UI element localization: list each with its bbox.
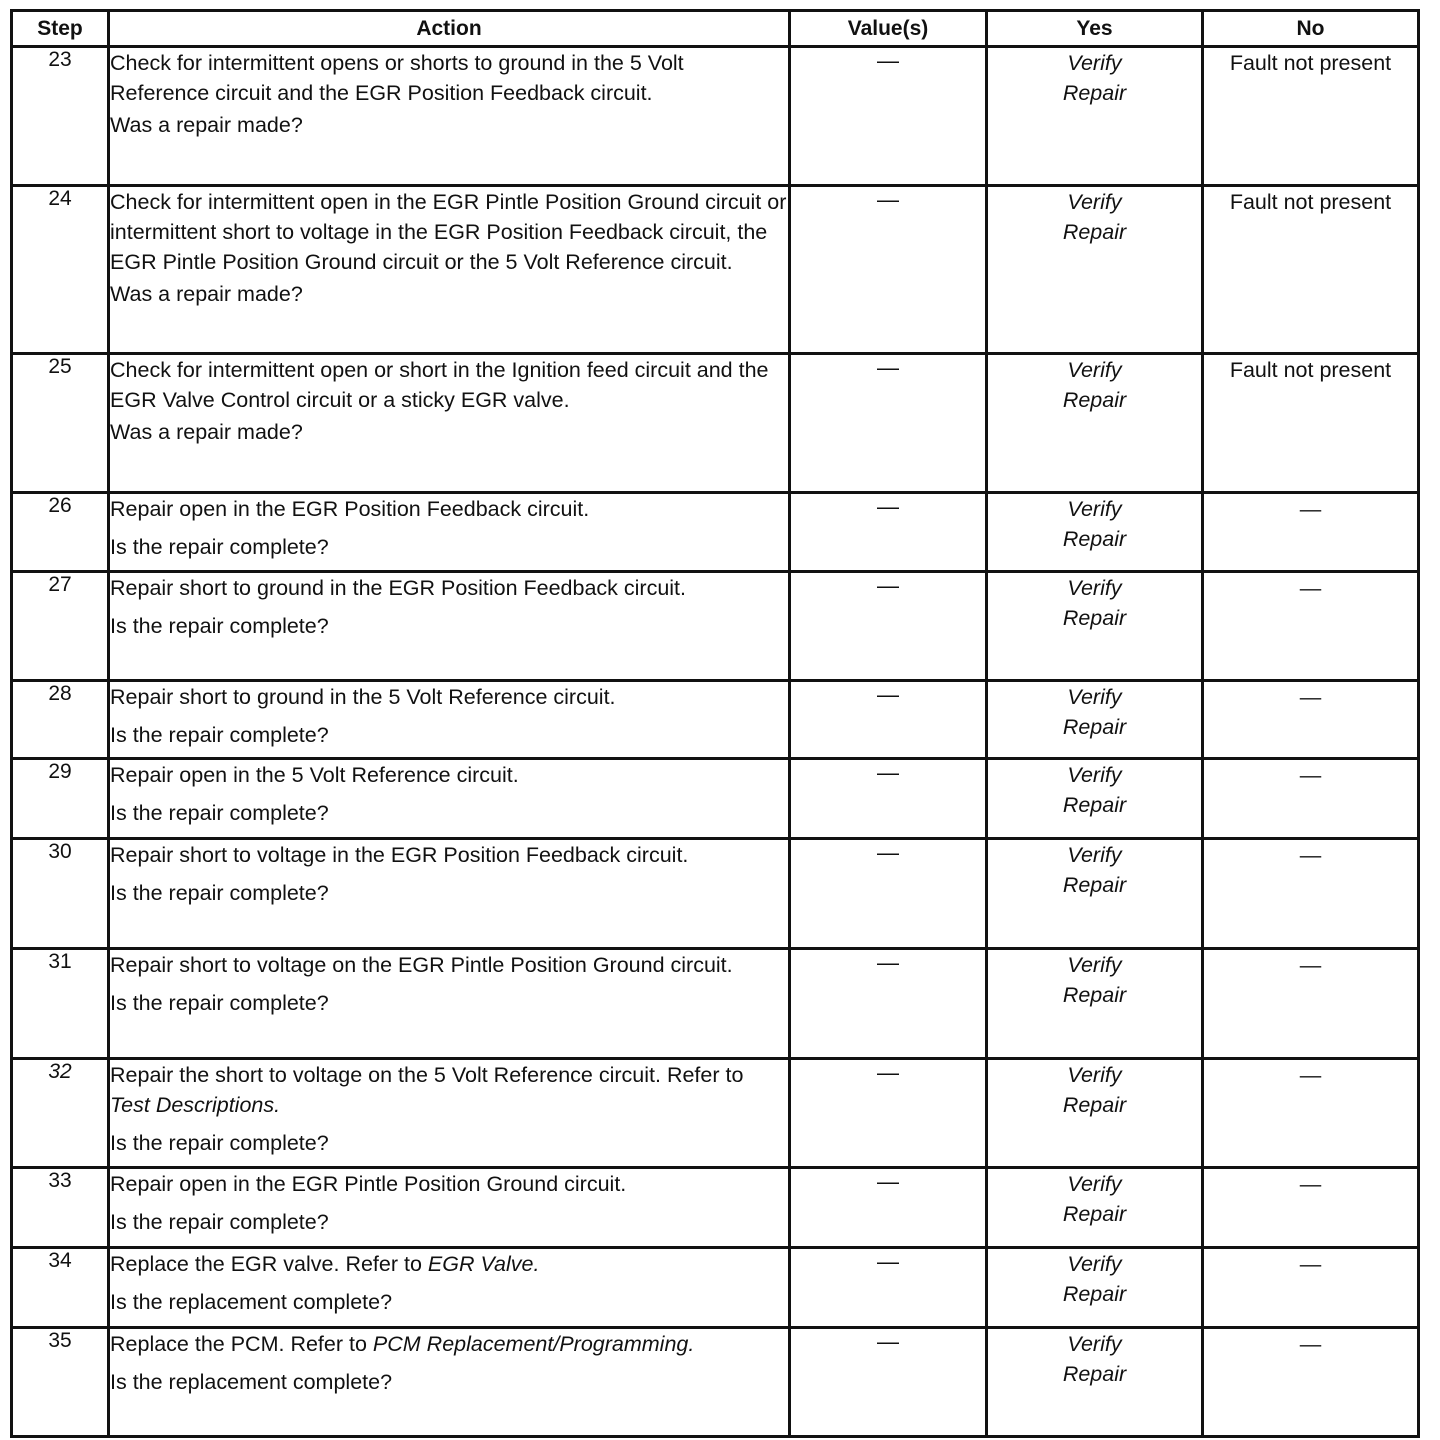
yes-line-2: Repair [1062,1362,1127,1386]
action-cell [109,1059,790,1168]
table-body [12,47,1419,1437]
no-cell: — [1203,1059,1419,1168]
yes-line-1: Verify [1067,953,1122,977]
table-row [12,1328,1419,1437]
yes-cell [987,354,1203,493]
step-number: 35 [12,1328,109,1437]
yes-cell [987,186,1203,354]
yes-line-1: Verify [1067,1332,1122,1356]
no-cell: — [1203,1168,1419,1248]
header-action: Action [109,11,790,47]
step-number: 24 [12,186,109,354]
action-text [110,1060,788,1120]
action-text [110,1329,788,1359]
action-question: Is the repair complete? [110,881,329,905]
action-cell [109,1168,790,1248]
yes-line-2: Repair [1062,606,1127,630]
yes-cell [987,572,1203,681]
yes-line-1: Verify [1067,497,1122,521]
refer-link: Test Descriptions. [110,1093,281,1117]
header-no: No [1203,11,1419,47]
action-cell [109,493,790,572]
table-row [12,186,1419,354]
step-number: 29 [12,759,109,839]
action-question: Is the repair complete? [110,801,329,825]
yes-cell [987,1248,1203,1328]
yes-cell [987,493,1203,572]
table-row [12,493,1419,572]
action-cell [109,1328,790,1437]
action-question: Was a repair made? [110,420,303,444]
value-cell: — [790,47,987,186]
action-question: Is the repair complete? [110,614,329,638]
table-row [12,572,1419,681]
value-cell: — [790,839,987,949]
no-cell: Fault not present [1203,47,1419,186]
yes-cell [987,1168,1203,1248]
table-row [12,1059,1419,1168]
table-row [12,1248,1419,1328]
table-row [12,681,1419,759]
no-cell: — [1203,1248,1419,1328]
value-cell: — [790,1059,987,1168]
refer-link: EGR Valve. [427,1252,540,1276]
action-text: Repair open in the EGR Pintle Position Ground circuit. [110,1172,627,1196]
step-number: 27 [12,572,109,681]
step-number: 28 [12,681,109,759]
step-number: 26 [12,493,109,572]
value-cell: — [790,1328,987,1437]
action-sentence: Replace the EGR valve. [110,1252,340,1276]
yes-line-2: Repair [1062,220,1127,244]
action-text: Repair short to voltage in the EGR Position Feedback circuit. [110,843,689,867]
yes-line-2: Repair [1062,388,1127,412]
value-cell: — [790,572,987,681]
yes-line-1: Verify [1067,1063,1122,1087]
action-cell [109,839,790,949]
no-cell: Fault not present [1203,354,1419,493]
action-cell [109,949,790,1059]
value-cell: — [790,681,987,759]
table-row [12,949,1419,1059]
yes-line-1: Verify [1067,358,1122,382]
action-cell [109,354,790,493]
action-text [110,1249,788,1279]
value-cell: — [790,1168,987,1248]
action-question: Is the repair complete? [110,1210,329,1234]
yes-line-2: Repair [1062,715,1127,739]
yes-line-2: Repair [1062,81,1127,105]
yes-line-2: Repair [1062,873,1127,897]
table-header [12,11,1419,47]
step-number: 31 [12,949,109,1059]
action-question: Is the replacement complete? [110,1290,393,1314]
refer-text: Refer to [290,1332,367,1356]
yes-cell [987,839,1203,949]
action-question: Is the repair complete? [110,1131,329,1155]
yes-line-2: Repair [1062,983,1127,1007]
value-cell: — [790,759,987,839]
refer-text: Refer to [345,1252,422,1276]
no-cell: Fault not present [1203,186,1419,354]
step-number: 25 [12,354,109,493]
yes-line-1: Verify [1067,1252,1122,1276]
action-text: Repair open in the 5 Volt Reference circuit. [110,763,519,787]
yes-line-1: Verify [1067,1172,1122,1196]
yes-cell [987,949,1203,1059]
action-cell [109,681,790,759]
no-cell: — [1203,839,1419,949]
no-cell: — [1203,681,1419,759]
action-cell [109,759,790,839]
action-cell [109,186,790,354]
step-number: 34 [12,1248,109,1328]
action-question: Is the repair complete? [110,991,329,1015]
step-number: 32 [12,1059,109,1168]
action-text: Repair short to voltage on the EGR Pintle Position Ground circuit. [110,953,733,977]
action-sentence: Replace the PCM. [110,1332,285,1356]
action-question: Was a repair made? [110,282,303,306]
step-number: 23 [12,47,109,186]
value-cell: — [790,949,987,1059]
action-text: Repair short to ground in the 5 Volt Reference circuit. [110,685,616,709]
table-row [12,759,1419,839]
table-row [12,354,1419,493]
action-text: Check for intermittent open in the EGR Pintle Position Ground circuit or intermittent short to voltage in the EGR Position Feedback circuit, the EGR Pintle Position Ground circuit or the 5 Volt Reference circuit. [110,190,787,274]
no-cell: — [1203,493,1419,572]
yes-line-1: Verify [1067,685,1122,709]
refer-text: Refer to [666,1063,744,1087]
yes-cell [987,759,1203,839]
value-cell: — [790,1248,987,1328]
action-question: Is the replacement complete? [110,1370,393,1394]
action-text: Repair short to ground in the EGR Position Feedback circuit. [110,576,687,600]
value-cell: — [790,186,987,354]
yes-line-1: Verify [1067,763,1122,787]
table-row [12,839,1419,949]
step-number: 33 [12,1168,109,1248]
header-row [12,11,1419,47]
action-cell [109,572,790,681]
yes-line-1: Verify [1067,576,1122,600]
yes-cell [987,681,1203,759]
yes-cell [987,47,1203,186]
header-yes: Yes [987,11,1203,47]
header-values: Value(s) [790,11,987,47]
diagnostic-table [10,9,1420,1438]
header-step: Step [12,11,109,47]
yes-line-2: Repair [1062,527,1127,551]
yes-line-1: Verify [1067,843,1122,867]
refer-link: PCM Replacement/Programming. [372,1332,695,1356]
yes-line-2: Repair [1062,1202,1127,1226]
yes-line-2: Repair [1062,1282,1127,1306]
yes-cell [987,1059,1203,1168]
step-number: 30 [12,839,109,949]
table-row [12,1168,1419,1248]
no-cell: — [1203,759,1419,839]
action-text: Check for intermittent opens or shorts to ground in the 5 Volt Reference circuit and the EGR Position Feedback circuit. [110,51,684,105]
yes-line-2: Repair [1062,793,1127,817]
no-cell: — [1203,572,1419,681]
action-text: Repair open in the EGR Position Feedback circuit. [110,497,590,521]
action-question: Was a repair made? [110,113,303,137]
action-question: Is the repair complete? [110,723,329,747]
yes-line-2: Repair [1062,1093,1127,1117]
no-cell: — [1203,949,1419,1059]
yes-line-1: Verify [1067,190,1122,214]
value-cell: — [790,493,987,572]
table-row [12,47,1419,186]
action-text: Check for intermittent open or short in the Ignition feed circuit and the EGR Valve Control circuit or a sticky EGR valve. [110,358,769,412]
yes-line-1: Verify [1067,51,1122,75]
action-question: Is the repair complete? [110,535,329,559]
action-cell [109,47,790,186]
action-sentence: Repair the short to voltage on the 5 Volt Reference circuit. [110,1063,661,1087]
no-cell: — [1203,1328,1419,1437]
value-cell: — [790,354,987,493]
yes-cell [987,1328,1203,1437]
action-cell [109,1248,790,1328]
